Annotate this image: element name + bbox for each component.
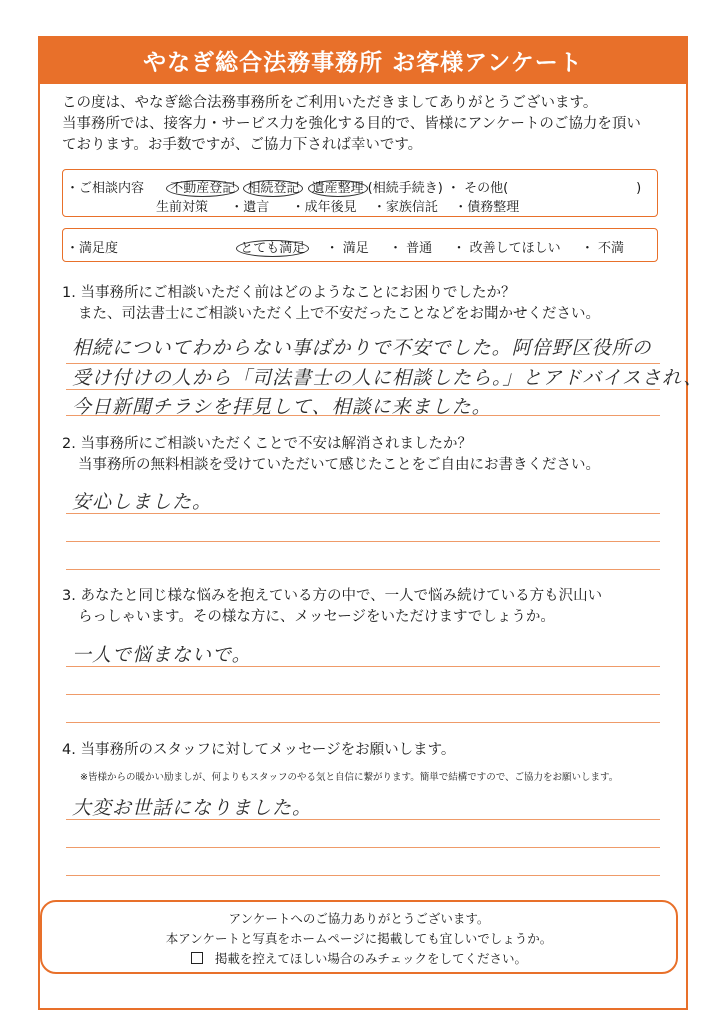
question-line: また、司法書士にご相談いただく上で不安だったことなどをお聞かせください。 [78,306,600,322]
intro-line: この度は、やなぎ総合法務事務所をご利用いただきましてありがとうございます。 [62,95,598,111]
option-satisfied[interactable]: ・ 満足 [325,241,369,256]
satisfaction-row [66,237,624,256]
answer-line [66,847,660,848]
answer-3-line-1: 一人で悩まないで。 [72,644,252,666]
intro-line: ております。お手数ですが、ご協力下されば幸いです。 [62,137,423,153]
footer-box [40,900,678,974]
question-1 [62,283,600,325]
consult-row-1 [66,177,641,196]
footer-line: 掲載を控えてほしい場合のみチェックをしてください。 [214,951,528,966]
question-4-note: ※皆様からの暖かい励ましが、何よりもスタッフのやる気と自信に繋がります。簡単で結構ですので、ご協力をお願いします。 [80,772,619,783]
option-estate-settlement[interactable]: 遺産整理 [308,180,368,197]
answer-line [66,541,660,542]
answer-line [66,569,660,570]
question-line: 2. 当事務所にご相談いただくことで不安は解消されましたか？ [62,436,472,452]
answer-line [66,513,660,514]
answer-line [66,722,660,723]
answer-4-line-1: 大変お世話になりました。 [72,797,313,819]
question-line: らっしゃいます。その様な方に、メッセージをいただけますでしょうか。 [78,609,555,625]
satisfaction-label: ・満足度 [66,241,119,256]
option-estate-note: (相続手続き) [367,181,443,196]
question-line: 4. 当事務所のスタッフに対してメッセージをお願いします。 [62,742,456,758]
page-title: やなぎ総合法務事務所 お客様アンケート [38,36,688,84]
footer-consent-row [42,949,676,969]
option-family-trust[interactable]: ・家族信託 [372,200,438,215]
option-other-close: ) [636,181,642,196]
answer-line [66,819,660,820]
option-guardianship[interactable]: ・成年後見 [291,200,357,215]
option-real-estate-registration[interactable]: 不動産登記 [166,180,239,197]
intro-text [62,93,682,156]
consent-checkbox[interactable] [191,952,203,964]
answer-1-line-1: 相続についてわからない事ばかりで不安でした。阿倍野区役所の [72,337,652,359]
answer-1-line-3: 今日新聞チラシを拝見して、相談に来ました。 [72,396,492,418]
option-will[interactable]: ・遺言 [230,200,270,215]
separator: ・ [446,181,460,196]
question-line: 3. あなたと同じ様な悩みを抱えている方の中で、一人で悩み続けている方も沢山い [62,588,603,604]
answer-line [66,666,660,667]
answer-2-line-1: 安心しました。 [72,491,213,513]
answer-line [66,875,660,876]
option-average[interactable]: ・ 普通 [389,241,433,256]
question-line: 当事務所の無料相談を受けていただいて感じたことをご自由にお書きください。 [78,457,600,473]
question-4 [62,740,455,761]
consult-label: ・ご相談内容 [66,181,145,196]
option-other[interactable]: その他( [464,181,509,196]
option-debt-settlement[interactable]: ・債務整理 [454,200,520,215]
answer-1-line-2: 受け付けの人から「司法書士の人に相談したら。」とアドバイスされ、 [72,367,704,389]
option-needs-improvement[interactable]: ・ 改善してほしい [452,241,561,256]
option-inheritance-registration[interactable]: 相続登記 [243,180,303,197]
footer-line: アンケートへのご協力ありがとうございます。 [228,911,490,926]
consult-row-2 [156,196,519,215]
option-very-satisfied[interactable]: とても満足 [236,240,309,257]
intro-line: 当事務所では、接客力・サービス力を強化する目的で、皆様にアンケートのご協力を頂い [62,116,641,132]
option-dissatisfied[interactable]: ・ 不満 [580,241,624,256]
option-estate-planning[interactable]: 生前対策 [156,200,209,215]
footer-line: 本アンケートと写真をホームページに掲載しても宜しいでしょうか。 [165,931,553,946]
question-3 [62,586,602,628]
question-line: 1. 当事務所にご相談いただく前はどのようなことにお困りでしたか？ [62,285,516,301]
answer-line [66,694,660,695]
question-2 [62,434,600,476]
